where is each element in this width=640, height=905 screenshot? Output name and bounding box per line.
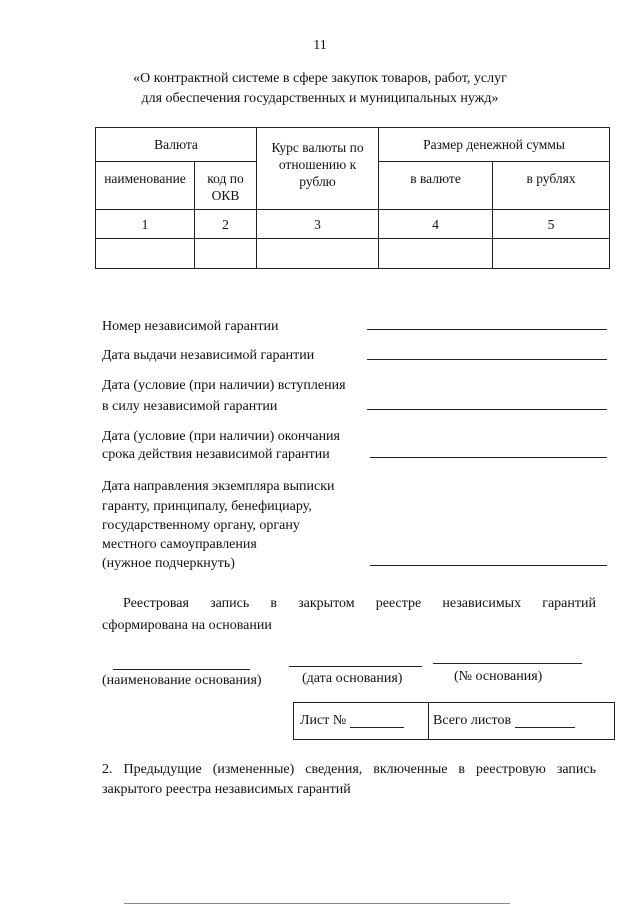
col-number-1: 1 xyxy=(96,210,195,239)
law-title-line-1: «О контрактной системе в сфере закупок товаров, работ, услуг xyxy=(133,71,507,86)
basis-name-line[interactable] xyxy=(113,669,250,670)
law-title-line-2: для обеспечения государственных и муниципальных нужд» xyxy=(141,91,499,106)
page-number: 11 xyxy=(313,38,327,53)
total-sheets-blank[interactable] xyxy=(515,715,575,728)
basis-date-caption: (дата основания) xyxy=(302,671,403,686)
rate-header: Курс валюты по отношению к рублю xyxy=(257,128,379,210)
amount-header: Размер денежной суммы xyxy=(379,128,610,162)
empty-cell-okv[interactable] xyxy=(195,239,257,269)
in-rubles-header: в рублях xyxy=(493,162,610,210)
registry-text-line-1: Реестровая запись в закрытом реестре независимых гарантий xyxy=(123,596,596,611)
sheet-info-box xyxy=(293,702,615,740)
send-date-label-line-3: государственному органу, органу xyxy=(102,518,300,533)
issue-date-line[interactable] xyxy=(367,359,607,360)
entry-date-line[interactable] xyxy=(367,409,607,410)
empty-cell-ruble-amount[interactable] xyxy=(493,239,610,269)
basis-number-line[interactable] xyxy=(433,663,582,664)
empty-cell-name[interactable] xyxy=(96,239,195,269)
guarantee-number-line[interactable] xyxy=(367,329,607,330)
guarantee-number-label: Номер независимой гарантии xyxy=(102,319,279,334)
sheet-number-blank[interactable] xyxy=(350,715,404,728)
end-date-line[interactable] xyxy=(370,457,607,458)
currency-header: Валюта xyxy=(96,128,257,162)
end-date-label-line-2: срока действия независимой гарантии xyxy=(102,447,330,462)
registry-text-line-2: сформирована на основании xyxy=(102,618,272,633)
entry-date-label-line-2: в силу независимой гарантии xyxy=(102,399,278,414)
send-date-label-line-2: гаранту, принципалу, бенефициару, xyxy=(102,499,312,514)
sheet-number-cell[interactable] xyxy=(294,703,428,739)
col-number-5: 5 xyxy=(493,210,610,239)
col-number-3: 3 xyxy=(257,210,379,239)
total-sheets-cell[interactable] xyxy=(428,703,614,739)
send-date-line[interactable] xyxy=(370,565,607,566)
in-currency-header: в валюте xyxy=(379,162,493,210)
send-date-label-line-4: местного самоуправления xyxy=(102,537,257,552)
empty-cell-currency-amount[interactable] xyxy=(379,239,493,269)
basis-date-line[interactable] xyxy=(289,666,422,667)
currency-table xyxy=(95,127,610,269)
send-date-label-line-5: (нужное подчеркнуть) xyxy=(102,556,235,571)
issue-date-label: Дата выдачи независимой гарантии xyxy=(102,348,315,363)
col-number-2: 2 xyxy=(195,210,257,239)
send-date-label-line-1: Дата направления экземпляра выписки xyxy=(102,479,335,494)
name-header: наименование xyxy=(96,162,195,210)
basis-name-caption: (наименование основания) xyxy=(102,673,262,688)
sheet-number-label: Лист № xyxy=(300,713,347,728)
section-2-line-2: закрытого реестра независимых гарантий xyxy=(102,782,351,797)
total-sheets-label: Всего листов xyxy=(433,713,512,728)
okv-code-header: код по ОКВ xyxy=(195,162,257,210)
page-bottom-rule xyxy=(124,903,510,904)
entry-date-label-line-1: Дата (условие (при наличии) вступления xyxy=(102,378,346,393)
empty-cell-rate[interactable] xyxy=(257,239,379,269)
section-2-line-1: 2. Предыдущие (измененные) сведения, включенные в реестровую запись xyxy=(102,762,596,777)
basis-number-caption: (№ основания) xyxy=(454,669,543,684)
end-date-label-line-1: Дата (условие (при наличии) окончания xyxy=(102,429,340,444)
col-number-4: 4 xyxy=(379,210,493,239)
